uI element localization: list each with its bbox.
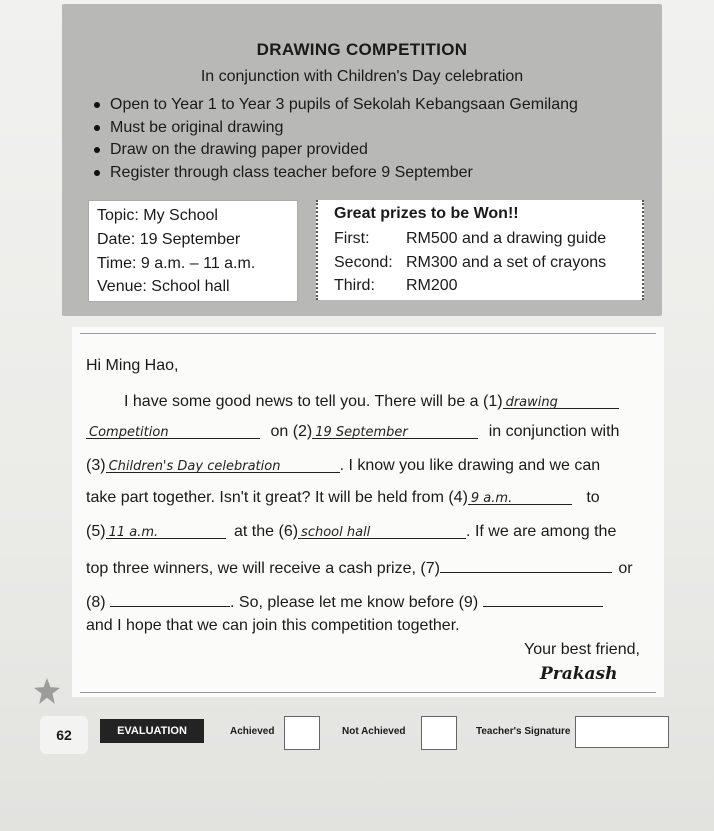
prize-third xyxy=(334,277,458,295)
prize-label: Third: xyxy=(334,277,375,294)
achieved-checkbox[interactable] xyxy=(284,716,320,750)
prize-value: RM300 and a set of crayons xyxy=(406,254,607,271)
rule-item: Open to Year 1 to Year 3 pupils of Sekolah Kebangsaan Gemilang xyxy=(90,94,578,117)
prizes-heading: Great prizes to be Won!! xyxy=(334,205,519,222)
letter-text: . If we are among the xyxy=(466,523,617,540)
answer-blank-1[interactable] xyxy=(503,393,619,409)
info-time: Time: 9 a.m. – 11 a.m. xyxy=(97,255,256,272)
letter-text: (8) xyxy=(86,594,106,611)
letter-text: (5) xyxy=(86,523,106,540)
letter-text: . So, please let me know before (9) xyxy=(230,594,479,611)
letter-signature: Prakash xyxy=(540,664,618,684)
rule-item: Must be original drawing xyxy=(90,117,578,140)
letter-greeting: Hi Ming Hao, xyxy=(86,357,179,374)
letter-text: in conjunction with xyxy=(488,423,620,440)
page-number: 62 xyxy=(40,716,88,754)
letter-line-7 xyxy=(86,591,603,612)
letter-closing: Your best friend, xyxy=(524,641,640,658)
not-achieved-checkbox[interactable] xyxy=(421,716,457,750)
prize-label: Second: xyxy=(334,254,393,271)
answer-blank-9[interactable] xyxy=(483,591,603,607)
rule-item: Register through class teacher before 9 September xyxy=(90,162,578,185)
prize-first xyxy=(334,230,606,248)
notice-title: DRAWING COMPETITION xyxy=(256,40,468,59)
rule-item: Draw on the drawing paper provided xyxy=(90,139,578,162)
info-venue: Venue: School hall xyxy=(97,278,230,295)
letter-line-2 xyxy=(86,423,619,441)
letter-line-1 xyxy=(124,393,619,411)
evaluation-label: EVALUATION xyxy=(100,719,204,743)
letter-line-3 xyxy=(86,457,600,475)
teacher-signature-label: Teacher's Signature xyxy=(476,726,571,737)
letter-text: top three winners, we will receive a cash prize, (7) xyxy=(86,560,440,577)
notice-subtitle: In conjunction with Children's Day celebration xyxy=(200,68,524,85)
answer-blank-8[interactable] xyxy=(110,591,230,607)
prizes-box xyxy=(316,200,644,300)
answer-blank-3[interactable] xyxy=(106,457,340,473)
letter-text: take part together. Isn't it great? It will be held from (4) xyxy=(86,489,468,506)
answer-2: 19 September xyxy=(315,425,408,440)
letter-line-8: and I hope that we can join this competition together. xyxy=(86,617,460,634)
answer-6: school hall xyxy=(301,525,371,540)
letter-text: I have some good news to tell you. There will be a (1) xyxy=(124,393,503,410)
answer-5: 11 a.m. xyxy=(108,525,159,540)
answer-blank-7[interactable] xyxy=(440,557,612,573)
answer-blank-5[interactable] xyxy=(106,523,226,539)
letter-text: to xyxy=(586,489,600,506)
not-achieved-label: Not Achieved xyxy=(342,726,406,737)
letter-text: (3) xyxy=(86,457,106,474)
answer-blank-2[interactable] xyxy=(312,423,478,439)
prize-second xyxy=(334,254,606,272)
letter-frame xyxy=(80,333,656,693)
prize-value: RM500 and a drawing guide xyxy=(406,230,607,247)
answer-1b: Competition xyxy=(89,425,169,440)
event-info-box xyxy=(88,200,298,302)
answer-blank-1b[interactable] xyxy=(86,423,260,439)
answer-4: 9 a.m. xyxy=(470,491,513,506)
letter-text: or xyxy=(618,560,633,577)
prize-label: First: xyxy=(334,230,370,247)
achieved-label: Achieved xyxy=(230,726,275,737)
letter-text: at the (6) xyxy=(234,523,299,540)
star-icon xyxy=(34,678,60,704)
letter-line-5 xyxy=(86,523,616,541)
answer-blank-4[interactable] xyxy=(468,489,572,505)
letter-line-4 xyxy=(86,489,600,507)
info-topic: Topic: My School xyxy=(97,207,218,224)
info-date: Date: 19 September xyxy=(97,231,241,248)
teacher-signature-box[interactable] xyxy=(575,716,669,748)
answer-blank-6[interactable] xyxy=(298,523,466,539)
letter xyxy=(72,327,664,697)
letter-line-6 xyxy=(86,557,633,578)
rules-list xyxy=(90,94,578,184)
letter-text: on (2) xyxy=(270,423,313,440)
answer-1a: drawing xyxy=(505,395,558,410)
letter-text: . I know you like drawing and we can xyxy=(339,457,601,474)
answer-3: Children's Day celebration xyxy=(108,459,281,474)
prize-value: RM200 xyxy=(406,277,458,294)
